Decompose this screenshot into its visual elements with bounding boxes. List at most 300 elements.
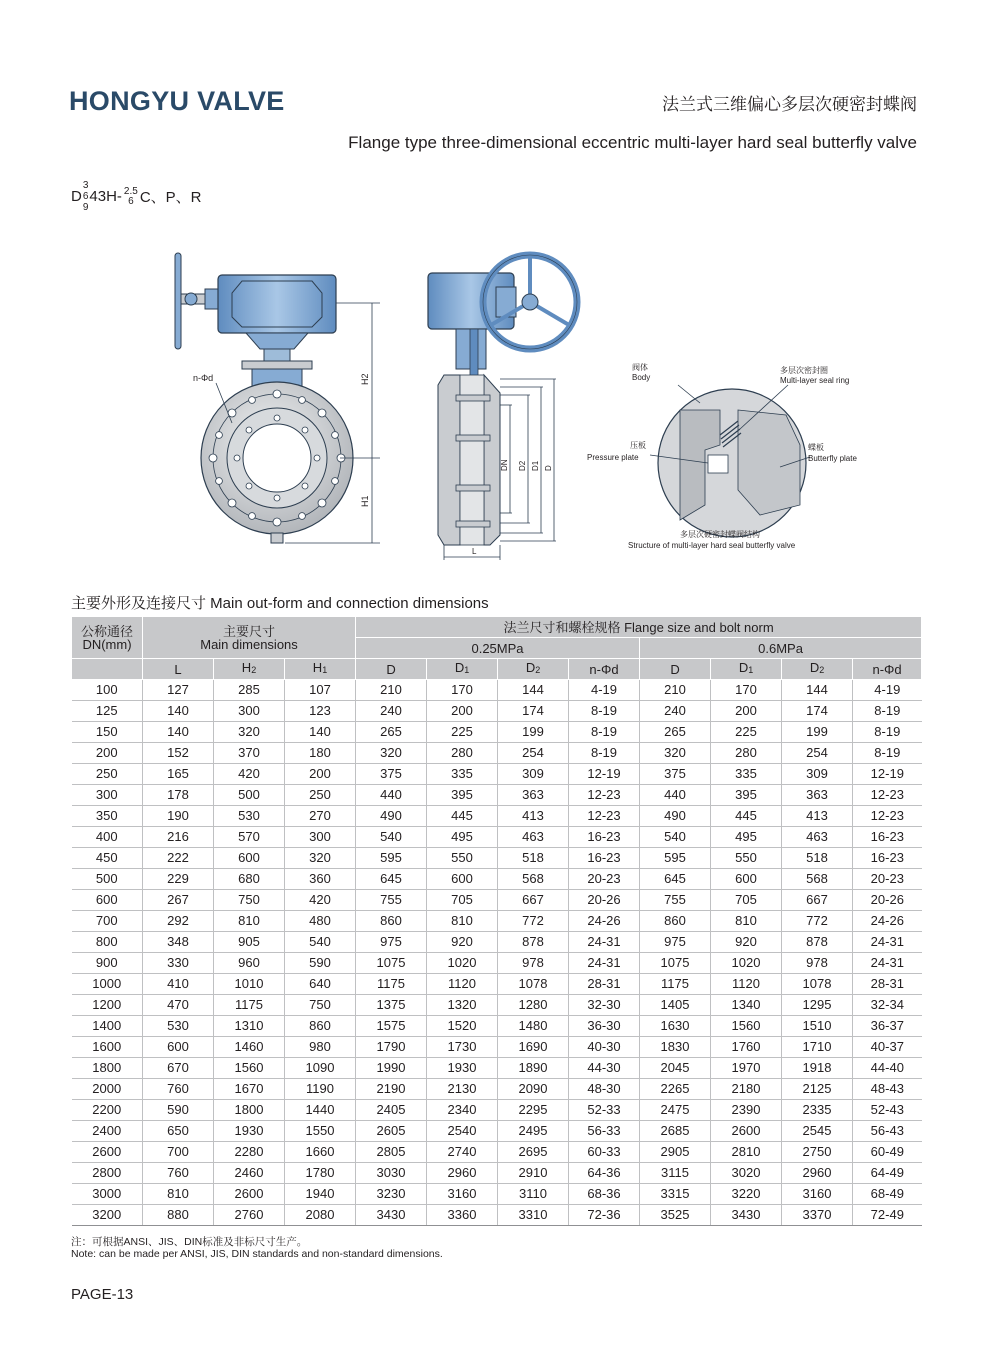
table-cell: 1400 <box>72 1016 143 1037</box>
header-pressure-2: 0.6MPa <box>640 638 922 659</box>
table-cell: 755 <box>356 890 427 911</box>
table-cell: 12-23 <box>853 806 922 827</box>
detail-body-en: Body <box>632 373 651 382</box>
table-cell: 3230 <box>356 1184 427 1205</box>
table-cell: 320 <box>640 743 711 764</box>
table-cell: 1550 <box>285 1121 356 1142</box>
table-cell: 445 <box>427 806 498 827</box>
table-cell: 810 <box>143 1184 214 1205</box>
table-cell: 52-43 <box>853 1100 922 1121</box>
table-cell: 4-19 <box>853 680 922 701</box>
table-cell: 2910 <box>498 1163 569 1184</box>
table-cell: 445 <box>711 806 782 827</box>
table-cell: 3000 <box>72 1184 143 1205</box>
table-cell: 56-33 <box>569 1121 640 1142</box>
table-cell: 920 <box>711 932 782 953</box>
table-cell: 12-23 <box>569 806 640 827</box>
table-cell: 1918 <box>782 1058 853 1079</box>
header-d2-b: $D_2$ <box>782 659 853 680</box>
table-cell: 705 <box>427 890 498 911</box>
table-cell: 878 <box>782 932 853 953</box>
table-cell: 1940 <box>285 1184 356 1205</box>
header-nphid: n-Φd <box>569 659 640 680</box>
table-cell: 375 <box>640 764 711 785</box>
table-cell: 960 <box>214 953 285 974</box>
table-row <box>72 932 922 953</box>
detail-plate <box>708 455 728 473</box>
table-cell: 152 <box>143 743 214 764</box>
table-cell: 3370 <box>782 1205 853 1226</box>
table-cell: 1760 <box>711 1037 782 1058</box>
table-row <box>72 722 922 743</box>
table-cell: 570 <box>214 827 285 848</box>
table-cell: 8-19 <box>853 743 922 764</box>
table-row <box>72 1037 922 1058</box>
table-cell: 1440 <box>285 1100 356 1121</box>
table-body <box>72 680 922 1226</box>
table-cell: 12-23 <box>853 785 922 806</box>
table-cell: 2905 <box>640 1142 711 1163</box>
table-cell: 40-30 <box>569 1037 640 1058</box>
table-cell: 2600 <box>214 1184 285 1205</box>
table-cell: 12-19 <box>853 764 922 785</box>
table-row <box>72 995 922 1016</box>
table-cell: 178 <box>143 785 214 806</box>
table-cell: 68-36 <box>569 1184 640 1205</box>
label-d: D <box>544 465 553 471</box>
table-cell: 1480 <box>498 1016 569 1037</box>
table-row <box>72 1016 922 1037</box>
table-cell: 860 <box>285 1016 356 1037</box>
footnote-cn: 注：可根据ANSI、JIS、DIN标准及非标尺寸生产。 <box>71 1236 308 1248</box>
table-cell: 810 <box>427 911 498 932</box>
table-cell: 978 <box>782 953 853 974</box>
table-cell: 144 <box>498 680 569 701</box>
table-cell: 140 <box>143 722 214 743</box>
table-cell: 170 <box>711 680 782 701</box>
table-cell: 2750 <box>782 1142 853 1163</box>
table-cell: 975 <box>356 932 427 953</box>
table-cell: 878 <box>498 932 569 953</box>
table-cell: 540 <box>285 932 356 953</box>
dimension-table <box>71 616 922 1226</box>
table-cell: 1660 <box>285 1142 356 1163</box>
model-fraction <box>124 187 138 207</box>
table-cell: 980 <box>285 1037 356 1058</box>
table-cell: 978 <box>498 953 569 974</box>
handwheel-center <box>522 294 538 310</box>
table-cell: 210 <box>640 680 711 701</box>
table-cell: 1405 <box>640 995 711 1016</box>
detail-seal-en: Multi-layer seal ring <box>780 376 850 385</box>
table-row <box>72 701 922 722</box>
table-cell: 24-31 <box>569 953 640 974</box>
header-main <box>143 617 356 659</box>
header-d1: $D_1$ <box>427 659 498 680</box>
table-cell: 2180 <box>711 1079 782 1100</box>
table-cell: 470 <box>143 995 214 1016</box>
table-cell: 300 <box>72 785 143 806</box>
table-cell: 350 <box>72 806 143 827</box>
table-cell: 335 <box>711 764 782 785</box>
model-middle: 43H- <box>89 188 122 205</box>
table-cell: 16-23 <box>569 848 640 869</box>
table-cell: 144 <box>782 680 853 701</box>
table-cell: 1790 <box>356 1037 427 1058</box>
table-cell: 309 <box>498 764 569 785</box>
detail-body-cn: 阀体 <box>632 363 648 372</box>
table-cell: 8-19 <box>853 701 922 722</box>
table-cell: 755 <box>640 890 711 911</box>
header-dn-en: DN(mm) <box>82 636 132 652</box>
table-row <box>72 869 922 890</box>
table-cell: 3115 <box>640 1163 711 1184</box>
table-cell: 200 <box>72 743 143 764</box>
table-cell: 320 <box>285 848 356 869</box>
table-cell: 645 <box>356 869 427 890</box>
table-cell: 2810 <box>711 1142 782 1163</box>
table-cell: 400 <box>72 827 143 848</box>
table-cell: 1970 <box>711 1058 782 1079</box>
model-code <box>71 180 202 222</box>
table-cell: 123 <box>285 701 356 722</box>
table-cell: 127 <box>143 680 214 701</box>
table-cell: 1930 <box>214 1121 285 1142</box>
table-cell: 900 <box>72 953 143 974</box>
table-cell: 3160 <box>782 1184 853 1205</box>
table-cell: 2090 <box>498 1079 569 1100</box>
table-cell: 2200 <box>72 1100 143 1121</box>
table-cell: 2130 <box>427 1079 498 1100</box>
table-cell: 590 <box>143 1100 214 1121</box>
header-h2: $H_2$ <box>214 659 285 680</box>
table-cell: 3220 <box>711 1184 782 1205</box>
table-row <box>72 743 922 764</box>
seal-detail-view <box>587 362 857 550</box>
table-cell: 905 <box>214 932 285 953</box>
table-cell: 2605 <box>356 1121 427 1142</box>
table-row <box>72 827 922 848</box>
table-cell: 600 <box>72 890 143 911</box>
table-row <box>72 953 922 974</box>
table-cell: 309 <box>782 764 853 785</box>
header-main-cn: 主要尺寸 <box>223 623 276 639</box>
table-cell: 174 <box>782 701 853 722</box>
detail-plate-en: Pressure plate <box>587 453 639 462</box>
table-cell: 20-23 <box>569 869 640 890</box>
detail-disc <box>738 410 800 515</box>
table-cell: 3315 <box>640 1184 711 1205</box>
table-cell: 180 <box>285 743 356 764</box>
table-cell: 3020 <box>711 1163 782 1184</box>
table-cell: 199 <box>498 722 569 743</box>
table-cell: 1090 <box>285 1058 356 1079</box>
table-cell: 1690 <box>498 1037 569 1058</box>
table-cell: 150 <box>72 722 143 743</box>
table-cell: 36-37 <box>853 1016 922 1037</box>
table-cell: 2125 <box>782 1079 853 1100</box>
table-cell: 1020 <box>711 953 782 974</box>
table-cell: 420 <box>285 890 356 911</box>
table-cell: 440 <box>356 785 427 806</box>
table-cell: 1120 <box>427 974 498 995</box>
valve-drawings <box>160 245 880 560</box>
table-cell: 330 <box>143 953 214 974</box>
table-row <box>72 1142 922 1163</box>
table-cell: 2740 <box>427 1142 498 1163</box>
table-cell: 1120 <box>711 974 782 995</box>
table-cell: 28-31 <box>853 974 922 995</box>
table-cell: 300 <box>285 827 356 848</box>
table-cell: 12-23 <box>569 785 640 806</box>
bottom-boss <box>271 533 283 543</box>
table-cell: 975 <box>640 932 711 953</box>
table-cell: 2545 <box>782 1121 853 1142</box>
table-row <box>72 848 922 869</box>
table-cell: 880 <box>143 1205 214 1226</box>
table-cell: 1075 <box>640 953 711 974</box>
table-cell: 495 <box>427 827 498 848</box>
table-cell: 1600 <box>72 1037 143 1058</box>
header-h1: $H_1$ <box>285 659 356 680</box>
table-cell: 700 <box>143 1142 214 1163</box>
table-cell: 3310 <box>498 1205 569 1226</box>
table-cell: 750 <box>285 995 356 1016</box>
table-cell: 1190 <box>285 1079 356 1100</box>
table-cell: 463 <box>782 827 853 848</box>
table-cell: 229 <box>143 869 214 890</box>
header-dn <box>72 617 143 659</box>
model-frac-top: 2.5 <box>123 185 138 197</box>
gearbox <box>218 275 336 333</box>
table-cell: 568 <box>782 869 853 890</box>
table-cell: 3110 <box>498 1184 569 1205</box>
table-cell: 125 <box>72 701 143 722</box>
table-cell: 32-34 <box>853 995 922 1016</box>
table-cell: 72-49 <box>853 1205 922 1226</box>
table-cell: 1175 <box>356 974 427 995</box>
label-h1: H1 <box>360 495 370 507</box>
table-cell: 107 <box>285 680 356 701</box>
table-cell: 165 <box>143 764 214 785</box>
table-cell: 1560 <box>214 1058 285 1079</box>
table-cell: 595 <box>640 848 711 869</box>
table-cell: 600 <box>214 848 285 869</box>
table-cell: 2695 <box>498 1142 569 1163</box>
table-cell: 1990 <box>356 1058 427 1079</box>
table-cell: 395 <box>427 785 498 806</box>
table-cell: 199 <box>782 722 853 743</box>
table-cell: 12-19 <box>569 764 640 785</box>
table-cell: 100 <box>72 680 143 701</box>
table-cell: 750 <box>214 890 285 911</box>
table-header <box>72 617 922 680</box>
table-cell: 2460 <box>214 1163 285 1184</box>
table-cell: 280 <box>427 743 498 764</box>
table-cell: 2760 <box>214 1205 285 1226</box>
table-cell: 3030 <box>356 1163 427 1184</box>
table-cell: 225 <box>711 722 782 743</box>
table-cell: 2295 <box>498 1100 569 1121</box>
detail-disc-en: Butterfly plate <box>808 454 857 463</box>
table-cell: 413 <box>498 806 569 827</box>
table-cell: 2190 <box>356 1079 427 1100</box>
model-prefix: D <box>71 188 82 205</box>
table-cell: 1310 <box>214 1016 285 1037</box>
table-cell: 370 <box>214 743 285 764</box>
model-frac-bottom: 6 <box>128 195 134 207</box>
table-cell: 1175 <box>640 974 711 995</box>
table-cell: 24-31 <box>853 953 922 974</box>
table-cell: 64-49 <box>853 1163 922 1184</box>
table-cell: 363 <box>782 785 853 806</box>
table-row <box>72 1205 922 1226</box>
header-d2: $D_2$ <box>498 659 569 680</box>
table-cell: 72-36 <box>569 1205 640 1226</box>
table-cell: 705 <box>711 890 782 911</box>
table-cell: 450 <box>72 848 143 869</box>
table-cell: 700 <box>72 911 143 932</box>
table-cell: 320 <box>356 743 427 764</box>
model-stack-2: 6 <box>82 191 89 202</box>
table-row <box>72 764 922 785</box>
table-cell: 3200 <box>72 1205 143 1226</box>
section-title: 主要外形及连接尺寸 Main out-form and connection dimensions <box>71 595 489 612</box>
model-stack-3: 9 <box>82 202 89 213</box>
table-cell: 24-26 <box>569 911 640 932</box>
table-cell: 363 <box>498 785 569 806</box>
table-cell: 285 <box>214 680 285 701</box>
table-cell: 44-30 <box>569 1058 640 1079</box>
table-cell: 1078 <box>498 974 569 995</box>
table-cell: 60-33 <box>569 1142 640 1163</box>
table-cell: 24-26 <box>853 911 922 932</box>
table-cell: 1630 <box>640 1016 711 1037</box>
label-d2: D2 <box>518 460 527 471</box>
table-cell: 2800 <box>72 1163 143 1184</box>
table-cell: 772 <box>498 911 569 932</box>
header-d1-b: $D_1$ <box>711 659 782 680</box>
table-cell: 810 <box>214 911 285 932</box>
table-cell: 280 <box>711 743 782 764</box>
table-cell: 240 <box>640 701 711 722</box>
table-cell: 1075 <box>356 953 427 974</box>
table-cell: 463 <box>498 827 569 848</box>
table-row <box>72 1079 922 1100</box>
table-cell: 1575 <box>356 1016 427 1037</box>
table-cell: 495 <box>711 827 782 848</box>
table-cell: 645 <box>640 869 711 890</box>
detail-plate-cn: 压板 <box>630 441 646 450</box>
table-cell: 540 <box>640 827 711 848</box>
table-row <box>72 785 922 806</box>
table-cell: 64-36 <box>569 1163 640 1184</box>
table-cell: 550 <box>427 848 498 869</box>
table-cell: 140 <box>285 722 356 743</box>
header-l: L <box>143 659 214 680</box>
table-cell: 530 <box>143 1016 214 1037</box>
table-cell: 413 <box>782 806 853 827</box>
header-nphid-b: n-Φd <box>853 659 922 680</box>
table-cell: 1375 <box>356 995 427 1016</box>
table-cell: 4-19 <box>569 680 640 701</box>
table-cell: 420 <box>214 764 285 785</box>
label-l: L <box>472 547 477 556</box>
page-number: PAGE-13 <box>71 1286 134 1303</box>
table-cell: 1200 <box>72 995 143 1016</box>
table-cell: 1560 <box>711 1016 782 1037</box>
table-cell: 60-49 <box>853 1142 922 1163</box>
table-cell: 1020 <box>427 953 498 974</box>
product-title-en: Flange type three-dimensional eccentric multi-layer hard seal butterfly valve <box>348 133 917 152</box>
table-cell: 590 <box>285 953 356 974</box>
gearbox-bracket <box>246 333 308 349</box>
table-cell: 772 <box>782 911 853 932</box>
table-cell: 1670 <box>214 1079 285 1100</box>
table-cell: 2045 <box>640 1058 711 1079</box>
table-cell: 2805 <box>356 1142 427 1163</box>
table-cell: 1280 <box>498 995 569 1016</box>
table-cell: 3160 <box>427 1184 498 1205</box>
table-cell: 270 <box>285 806 356 827</box>
table-cell: 335 <box>427 764 498 785</box>
table-cell: 20-26 <box>569 890 640 911</box>
handwheel-edge <box>175 253 181 349</box>
table-cell: 1460 <box>214 1037 285 1058</box>
front-view <box>175 253 380 543</box>
label-h2: H2 <box>360 373 370 385</box>
table-cell: 32-30 <box>569 995 640 1016</box>
header-d: D <box>356 659 427 680</box>
table-cell: 1930 <box>427 1058 498 1079</box>
detail-caption-en: Structure of multi-layer hard seal butterfly valve <box>628 541 796 550</box>
table-cell: 375 <box>356 764 427 785</box>
side-view <box>428 255 577 560</box>
table-cell: 1710 <box>782 1037 853 1058</box>
table-cell: 860 <box>356 911 427 932</box>
table-cell: 518 <box>498 848 569 869</box>
table-cell: 1510 <box>782 1016 853 1037</box>
table-cell: 1800 <box>72 1058 143 1079</box>
table-row <box>72 911 922 932</box>
table-row <box>72 1163 922 1184</box>
table-cell: 28-31 <box>569 974 640 995</box>
table-cell: 216 <box>143 827 214 848</box>
table-cell: 2600 <box>72 1142 143 1163</box>
table-cell: 1780 <box>285 1163 356 1184</box>
table-cell: 250 <box>285 785 356 806</box>
table-cell: 1890 <box>498 1058 569 1079</box>
table-cell: 670 <box>143 1058 214 1079</box>
table-cell: 600 <box>711 869 782 890</box>
table-cell: 490 <box>640 806 711 827</box>
table-row <box>72 806 922 827</box>
table-row <box>72 890 922 911</box>
table-cell: 2960 <box>782 1163 853 1184</box>
table-cell: 810 <box>711 911 782 932</box>
table-cell: 16-23 <box>853 848 922 869</box>
table-cell: 500 <box>72 869 143 890</box>
table-cell: 500 <box>214 785 285 806</box>
table-cell: 200 <box>427 701 498 722</box>
table-cell: 1078 <box>782 974 853 995</box>
table-cell: 20-23 <box>853 869 922 890</box>
label-n-phi-d: n-Φd <box>193 373 214 383</box>
header-pressure-1: 0.25MPa <box>356 638 640 659</box>
table-cell: 1000 <box>72 974 143 995</box>
table-cell: 24-31 <box>569 932 640 953</box>
handwheel-hub <box>185 293 197 305</box>
